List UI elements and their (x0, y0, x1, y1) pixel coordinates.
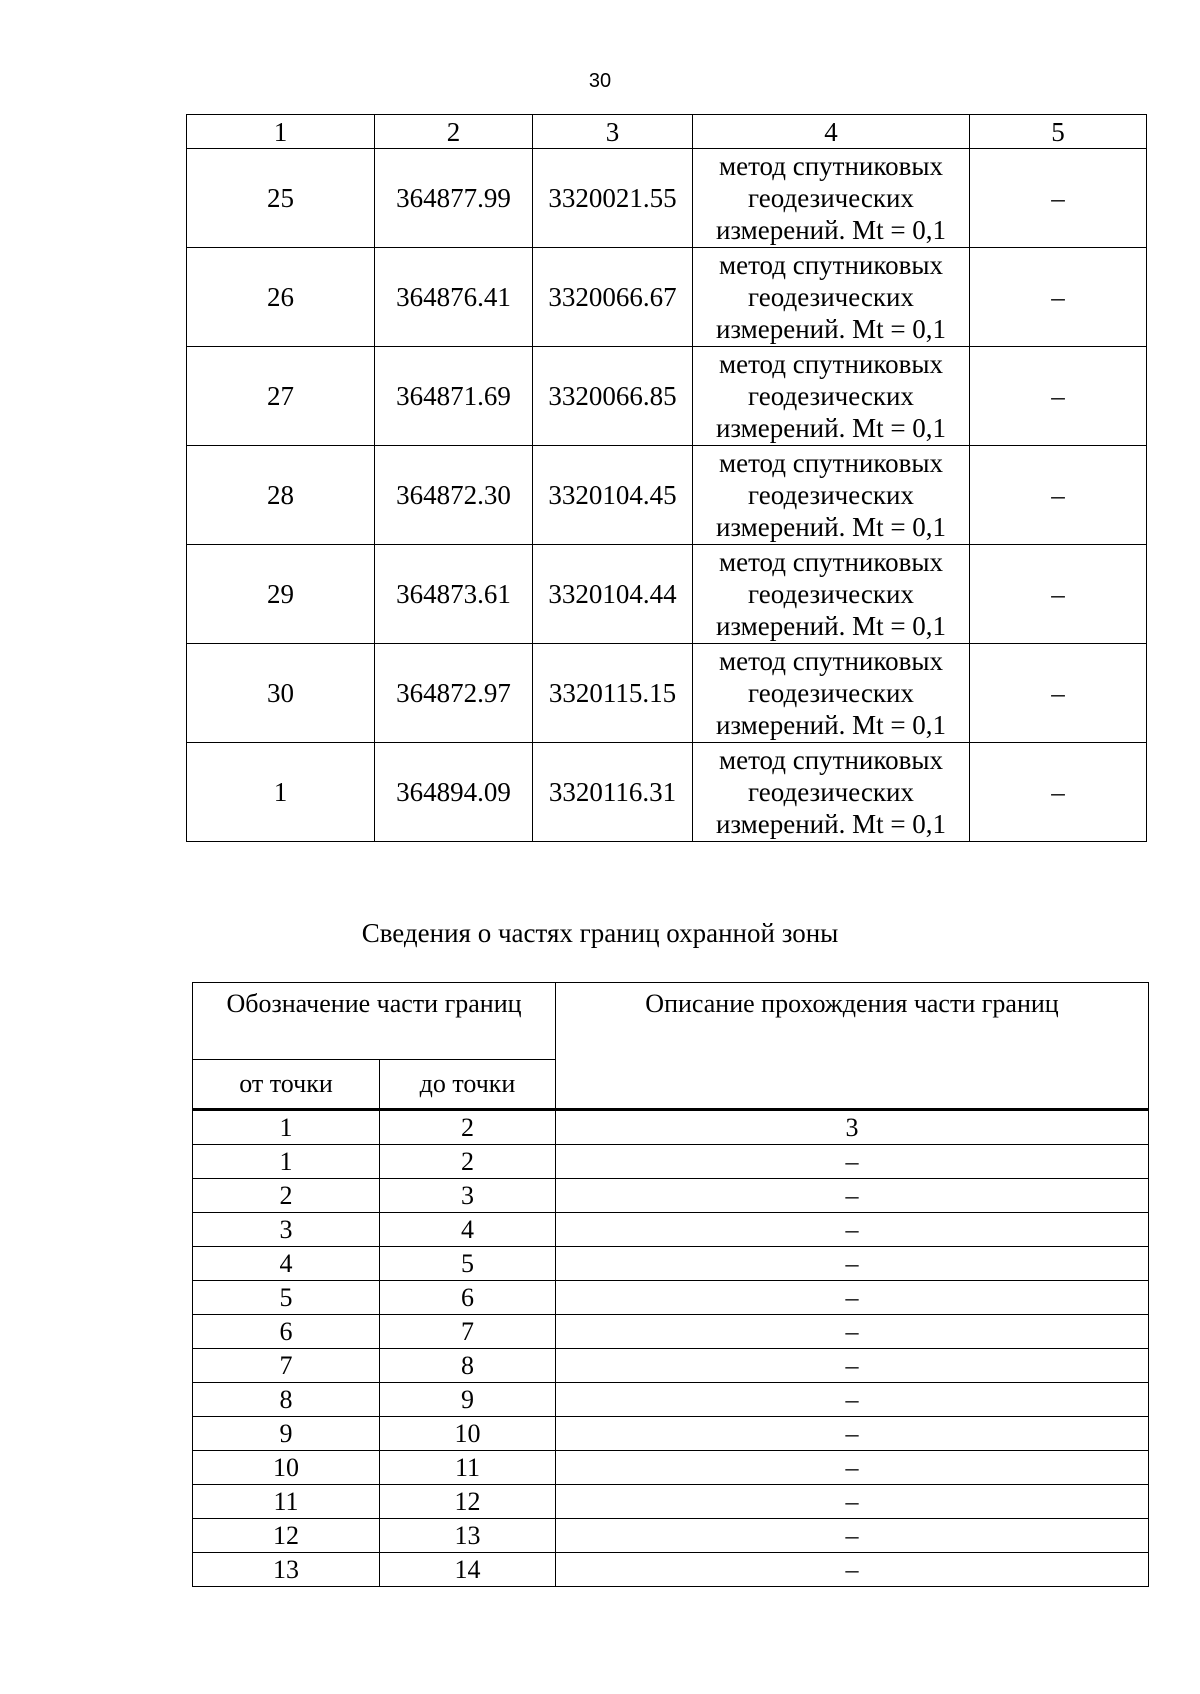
method-line: геодезических (748, 183, 914, 213)
method-line: измерений. Mt = 0,1 (715, 611, 947, 641)
point-number: 30 (187, 644, 375, 743)
note-cell: – (970, 446, 1147, 545)
parts-column-numbers-row (193, 1110, 1149, 1145)
coord-y: 3320104.45 (533, 446, 693, 545)
table-row (193, 1519, 1149, 1553)
coord-x: 364871.69 (375, 347, 533, 446)
table-row (187, 446, 1147, 545)
method-line: геодезических (748, 480, 914, 510)
parts-col-number: 1 (193, 1110, 380, 1145)
coords-col-number: 2 (375, 115, 533, 149)
point-number: 1 (187, 743, 375, 842)
method-line: измерений. Mt = 0,1 (715, 314, 947, 344)
from-point: 12 (193, 1519, 380, 1553)
note-cell: – (970, 347, 1147, 446)
coord-x: 364877.99 (375, 149, 533, 248)
header-description: Описание прохождения части границ (556, 983, 1149, 1110)
description-cell: – (556, 1179, 1149, 1213)
table-row (193, 1315, 1149, 1349)
point-number: 25 (187, 149, 375, 248)
method-line: геодезических (748, 777, 914, 807)
coord-y: 3320066.85 (533, 347, 693, 446)
method-line: метод спутниковых (719, 547, 943, 577)
method-cell (693, 446, 970, 545)
to-point: 14 (380, 1553, 556, 1587)
method-line: метод спутниковых (719, 250, 943, 280)
to-point: 12 (380, 1485, 556, 1519)
coord-y: 3320066.67 (533, 248, 693, 347)
table-row (193, 1349, 1149, 1383)
coords-col-number: 5 (970, 115, 1147, 149)
from-point: 1 (193, 1145, 380, 1179)
coords-col-number: 1 (187, 115, 375, 149)
to-point: 5 (380, 1247, 556, 1281)
from-point: 2 (193, 1179, 380, 1213)
page-number: 30 (588, 70, 612, 92)
from-point: 13 (193, 1553, 380, 1587)
method-line: измерений. Mt = 0,1 (715, 413, 947, 443)
note-cell: – (970, 248, 1147, 347)
to-point: 4 (380, 1213, 556, 1247)
point-number: 29 (187, 545, 375, 644)
header-designation: Обозначение части границ (193, 983, 556, 1060)
point-number: 27 (187, 347, 375, 446)
to-point: 13 (380, 1519, 556, 1553)
description-cell: – (556, 1417, 1149, 1451)
to-point: 2 (380, 1145, 556, 1179)
coords-col-number: 4 (693, 115, 970, 149)
to-point: 6 (380, 1281, 556, 1315)
coord-y: 3320115.15 (533, 644, 693, 743)
parts-col-number: 3 (556, 1110, 1149, 1145)
table-row (193, 1145, 1149, 1179)
method-line: метод спутниковых (719, 448, 943, 478)
note-cell: – (970, 743, 1147, 842)
header-to-point: до точки (380, 1060, 556, 1110)
description-cell: – (556, 1485, 1149, 1519)
note-cell: – (970, 149, 1147, 248)
to-point: 7 (380, 1315, 556, 1349)
coords-header-row (187, 115, 1147, 149)
point-number: 28 (187, 446, 375, 545)
boundary-parts-table (192, 982, 1149, 1587)
table-row (187, 347, 1147, 446)
description-cell: – (556, 1451, 1149, 1485)
point-number: 26 (187, 248, 375, 347)
method-line: измерений. Mt = 0,1 (715, 710, 947, 740)
from-point: 6 (193, 1315, 380, 1349)
method-cell (693, 743, 970, 842)
to-point: 9 (380, 1383, 556, 1417)
description-cell: – (556, 1315, 1149, 1349)
method-line: метод спутниковых (719, 151, 943, 181)
description-cell: – (556, 1213, 1149, 1247)
header-from-point: от точки (193, 1060, 380, 1110)
method-cell (693, 347, 970, 446)
table-row (193, 1213, 1149, 1247)
method-line: измерений. Mt = 0,1 (715, 809, 947, 839)
coord-x: 364894.09 (375, 743, 533, 842)
from-point: 9 (193, 1417, 380, 1451)
method-line: геодезических (748, 579, 914, 609)
section-title: Сведения о частях границ охранной зоны (361, 918, 839, 948)
table-row (193, 1417, 1149, 1451)
method-cell (693, 545, 970, 644)
coord-y: 3320116.31 (533, 743, 693, 842)
method-line: измерений. Mt = 0,1 (715, 215, 947, 245)
method-line: метод спутниковых (719, 646, 943, 676)
to-point: 3 (380, 1179, 556, 1213)
from-point: 4 (193, 1247, 380, 1281)
table-row (193, 1247, 1149, 1281)
method-cell (693, 644, 970, 743)
coordinates-table (186, 114, 1147, 842)
table-row (187, 545, 1147, 644)
method-line: геодезических (748, 282, 914, 312)
coord-x: 364873.61 (375, 545, 533, 644)
method-cell (693, 248, 970, 347)
coord-x: 364872.97 (375, 644, 533, 743)
from-point: 3 (193, 1213, 380, 1247)
parts-header-row (193, 983, 1149, 1060)
to-point: 11 (380, 1451, 556, 1485)
table-row (193, 1451, 1149, 1485)
description-cell: – (556, 1519, 1149, 1553)
from-point: 10 (193, 1451, 380, 1485)
coord-y: 3320104.44 (533, 545, 693, 644)
table-row (193, 1383, 1149, 1417)
parts-col-number: 2 (380, 1110, 556, 1145)
method-line: геодезических (748, 678, 914, 708)
to-point: 10 (380, 1417, 556, 1451)
note-cell: – (970, 644, 1147, 743)
method-line: измерений. Mt = 0,1 (715, 512, 947, 542)
description-cell: – (556, 1383, 1149, 1417)
table-row (187, 248, 1147, 347)
coord-x: 364876.41 (375, 248, 533, 347)
method-line: метод спутниковых (719, 745, 943, 775)
description-cell: – (556, 1247, 1149, 1281)
table-row (193, 1485, 1149, 1519)
method-cell (693, 149, 970, 248)
description-cell: – (556, 1553, 1149, 1587)
from-point: 7 (193, 1349, 380, 1383)
description-cell: – (556, 1349, 1149, 1383)
note-cell: – (970, 545, 1147, 644)
coord-y: 3320021.55 (533, 149, 693, 248)
from-point: 11 (193, 1485, 380, 1519)
table-row (193, 1553, 1149, 1587)
method-line: геодезических (748, 381, 914, 411)
coord-x: 364872.30 (375, 446, 533, 545)
table-row (187, 644, 1147, 743)
description-cell: – (556, 1281, 1149, 1315)
description-cell: – (556, 1145, 1149, 1179)
table-row (187, 743, 1147, 842)
table-row (193, 1179, 1149, 1213)
method-line: метод спутниковых (719, 349, 943, 379)
from-point: 5 (193, 1281, 380, 1315)
to-point: 8 (380, 1349, 556, 1383)
table-row (193, 1281, 1149, 1315)
table-row (187, 149, 1147, 248)
from-point: 8 (193, 1383, 380, 1417)
coords-col-number: 3 (533, 115, 693, 149)
